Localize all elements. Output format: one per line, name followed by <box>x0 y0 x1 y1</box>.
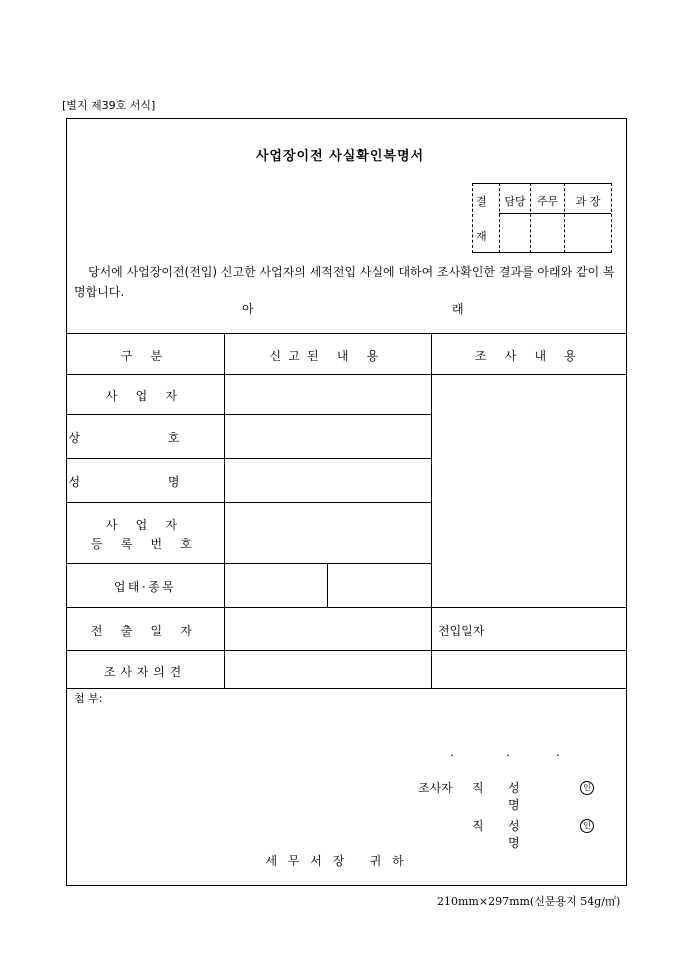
investigator-prefix: 조사자 <box>418 781 453 795</box>
heading-a: 아 <box>242 302 254 316</box>
seal-icon: 인 <box>580 781 594 795</box>
header-investigated: 조 사 내 용 <box>474 349 584 363</box>
row-label-move-out-date: 전 출 일 자 <box>90 624 200 638</box>
form-number-label: [별지 제39호 서식] <box>62 99 156 112</box>
intro-paragraph: 당서에 사업장이전(전입) 신고한 사업자의 세적전입 사실에 대하여 조사확인한 결과를 아래와 같이 복명합니다. <box>74 265 615 299</box>
table-top-line <box>66 333 627 334</box>
heading-b: 래 <box>452 302 464 316</box>
investigator-line-2 <box>472 817 591 850</box>
date-dot: . <box>556 745 560 759</box>
approval-role-staff: 담당 <box>504 195 526 208</box>
row-label-business: 사 업 자 <box>105 389 185 403</box>
approval-header-2: 재 <box>476 230 487 243</box>
addressee: 세무서장 귀하 <box>265 854 415 868</box>
paper-spec: 210mm×297mm(신문용지 54g/㎡) <box>437 895 621 908</box>
move-in-date-label: 전입일자 <box>438 624 485 638</box>
approval-box <box>472 183 612 253</box>
date-dot: . <box>450 745 454 759</box>
row-label-name: 성 명 <box>68 475 222 489</box>
page-title: 사업장이전 사실확인복명서 <box>255 149 425 164</box>
row-label-opinion: 조사자의견 <box>104 665 186 679</box>
position-label: 직 <box>472 819 484 833</box>
row-label-trade-name: 상 호 <box>68 431 222 445</box>
row-label-business-type: 업태·종목 <box>113 580 177 594</box>
position-label: 직 <box>472 781 484 795</box>
header-category: 구 분 <box>120 349 170 363</box>
row-label-business-2: 사 업 자 <box>105 518 185 532</box>
date-dot: . <box>506 745 510 759</box>
name-label: 성명 <box>508 781 520 812</box>
attachment-label: 첨 부: <box>74 692 103 705</box>
approval-role-manager: 과 장 <box>575 195 601 208</box>
investigator-line-1 <box>418 779 591 812</box>
approval-role-chief: 주무 <box>536 195 559 208</box>
seal-icon: 인 <box>580 819 594 833</box>
name-label: 성명 <box>508 819 520 850</box>
row-label-reg-number: 등 록 번 호 <box>90 537 200 551</box>
approval-header-1: 결 <box>476 195 487 208</box>
header-reported: 신고된 내 용 <box>269 349 386 363</box>
